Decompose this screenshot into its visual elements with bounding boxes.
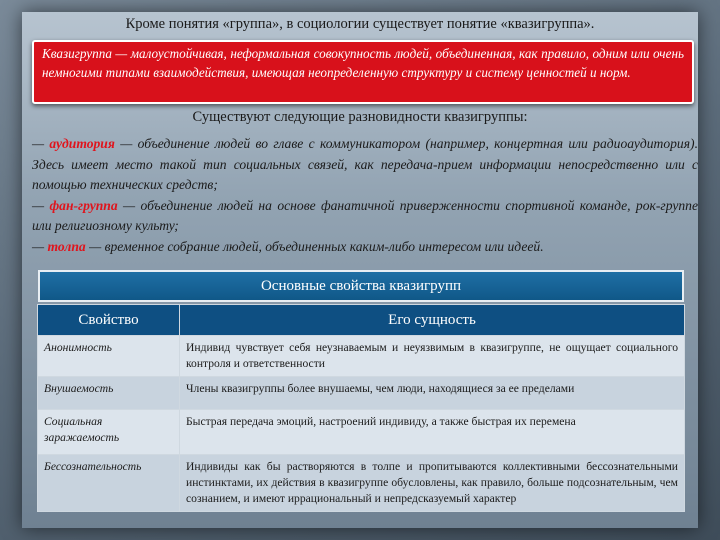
kind-term: аудитория xyxy=(49,136,115,151)
kind-term: фан-группа xyxy=(49,197,118,213)
property-cell: Внушаемость xyxy=(38,377,180,410)
column-header-essence: Его сущность xyxy=(180,305,685,336)
essence-cell: Индивиды как бы растворяются в толпе и пропитываются коллективными бессознательными инстинктами, их действия в квазигруппе обусловлены, как правило, больше подсознательным, чем сознанием, и имеют иррациональный и непредсказуемый характер xyxy=(180,455,685,512)
kinds-intro: Существуют следующие разновидности квазигруппы: xyxy=(192,109,528,125)
table-row xyxy=(38,410,685,455)
property-cell: Социальная заражаемость xyxy=(38,410,180,455)
kind-item-audience xyxy=(32,134,698,196)
kind-dash: — xyxy=(32,238,48,254)
property-cell: Анонимность xyxy=(38,336,180,377)
column-header-property: Свойство xyxy=(38,305,180,336)
essence-cell: Индивид чувствует себя неузнаваемым и неуязвимым в квазигруппе, не ощущает социального контроля и ответственности xyxy=(180,336,685,377)
table-row xyxy=(38,455,685,512)
kind-item-fan-group xyxy=(32,196,698,237)
essence-cell: Члены квазигруппы более внушаемы, чем люди, находящиеся за ее пределами xyxy=(180,377,685,410)
kinds-list xyxy=(32,134,698,257)
intro-text: Кроме понятия «группа», в социологии существует понятие «квазигруппа». xyxy=(125,16,595,32)
properties-table xyxy=(37,304,685,512)
kind-description: — объединение людей во главе с коммуникатором (например, концертная или радиоаудитория). Здесь имеет место такой тип социальных связей, как передача-прием информации непосредственно или с помощью технических средств; xyxy=(32,136,698,192)
kind-term: толпа xyxy=(47,238,86,254)
definition-box: Квазигруппа — малоустойчивая, неформальная совокупность людей, объединенная, как правило, одним или очень немногими типами взаимодействия, имеющая неопределенную структуру и систему ценностей и норм. xyxy=(32,40,694,104)
kind-item-crowd xyxy=(32,237,698,258)
property-cell: Бессознательность xyxy=(38,455,180,512)
kind-dash: — xyxy=(32,197,50,213)
kind-description: — временное собрание людей, объединенных каким-либо интересом или идеей. xyxy=(85,238,544,254)
properties-title: Основные свойства квазигрупп xyxy=(38,270,684,302)
kind-description: — объединение людей на основе фанатичной приверженности спортивной команде, рок-группе или религиозному культу; xyxy=(32,197,698,233)
table-row xyxy=(38,336,685,377)
table-header-row xyxy=(38,305,685,336)
essence-cell: Быстрая передача эмоций, настроений индивиду, а также быстрая их перемена xyxy=(180,410,685,455)
kind-dash: — xyxy=(32,136,50,151)
table-row xyxy=(38,377,685,410)
slide xyxy=(22,12,698,528)
